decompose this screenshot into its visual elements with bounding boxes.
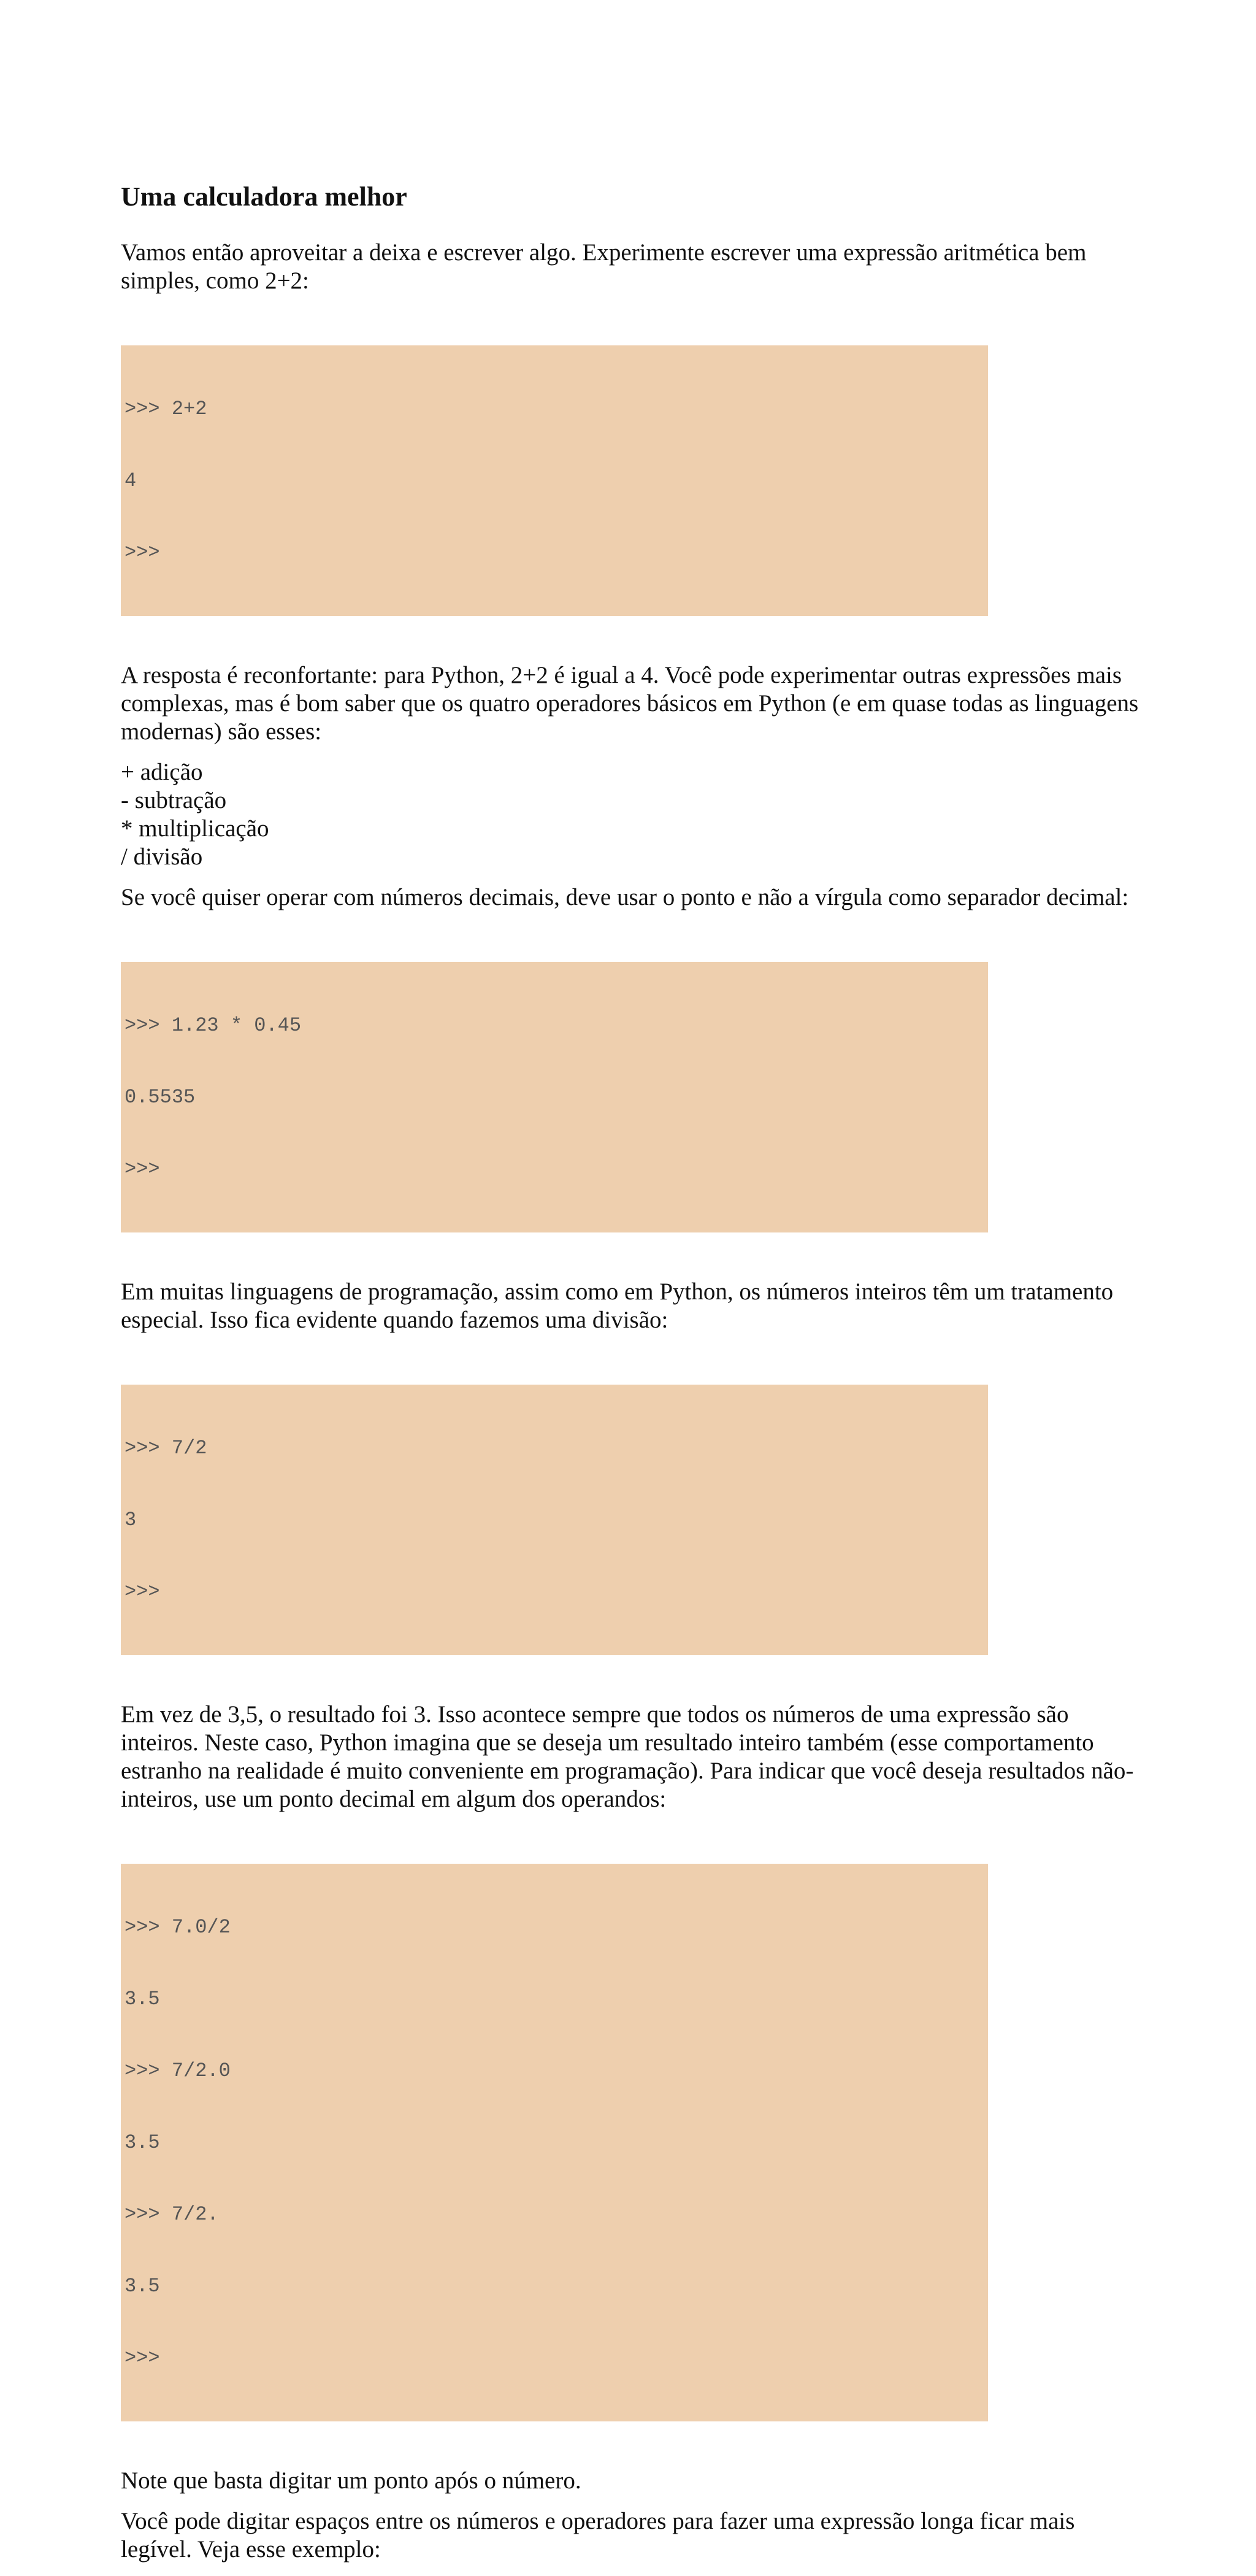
code-block-addition [121, 345, 988, 616]
code-line: 3 [124, 1509, 137, 1531]
code-line: >>> [124, 541, 160, 564]
code-block-integer-division [121, 1385, 988, 1655]
code-line: >>> [124, 2347, 160, 2369]
paragraph-spaces: Você pode digitar espaços entre os números e operadores para fazer uma expressão longa ficar mais legível. Veja esse exemplo: [121, 2508, 1075, 2563]
operator-item-subtraction: - subtração [121, 787, 227, 813]
code-line: >>> 7/2. [124, 2203, 219, 2226]
code-line: >>> 1.23 * 0.45 [124, 1014, 302, 1037]
paragraph-integers: Em muitas linguagens de programação, assim como em Python, os números inteiros têm um tratamento especial. Isso fica evidente quando fazemos uma divisão: [121, 1278, 1114, 1333]
operator-list [121, 758, 1151, 871]
code-line: >>> 7/2 [124, 1437, 207, 1459]
paragraph-point-note: Note que basta digitar um ponto após o número. [121, 2467, 581, 2494]
code-line: >>> [124, 1158, 160, 1180]
paragraph-float-division: Em vez de 3,5, o resultado foi 3. Isso acontece sempre que todos os números de uma expressão são inteiros. Neste caso, Python imagina que se deseja um resultado inteiro também (esse comportamento estranho na realidade é muito conveniente em programação). Para indicar que você deseja resultados não-inteiros, use um ponto decimal em algum dos operandos: [121, 1701, 1134, 1812]
code-line: >>> 7.0/2 [124, 1916, 231, 1939]
paragraph-intro: Vamos então aproveitar a deixa e escrever algo. Experimente escrever uma expressão aritmética bem simples, como 2+2: [121, 239, 1087, 294]
code-line: >>> 7/2.0 [124, 2059, 231, 2082]
operator-item-multiplication: * multiplicação [121, 815, 269, 842]
code-block-float-division [121, 1864, 988, 2421]
code-line: 3.5 [124, 2131, 160, 2154]
operator-item-division: / divisão [121, 844, 203, 870]
code-line: 4 [124, 469, 137, 492]
code-line: >>> [124, 1580, 160, 1603]
paragraph-operators-intro: A resposta é reconfortante: para Python, 2+2 é igual a 4. Você pode experimentar outras expressões mais complexas, mas é bom saber que os quatro operadores básicos em Python (e em quase todas as linguagens modernas) são esses: [121, 662, 1139, 745]
code-line: 3.5 [124, 2275, 160, 2297]
code-line: 3.5 [124, 1988, 160, 2010]
document-page [121, 181, 1151, 2576]
operator-item-addition: + adição [121, 759, 203, 785]
paragraph-decimals: Se você quiser operar com números decimais, deve usar o ponto e não a vírgula como separador decimal: [121, 884, 1129, 910]
code-line: 0.5535 [124, 1086, 196, 1109]
code-line: >>> 2+2 [124, 398, 207, 420]
section-heading: Uma calculadora melhor [121, 182, 407, 212]
code-block-multiplication [121, 962, 988, 1232]
